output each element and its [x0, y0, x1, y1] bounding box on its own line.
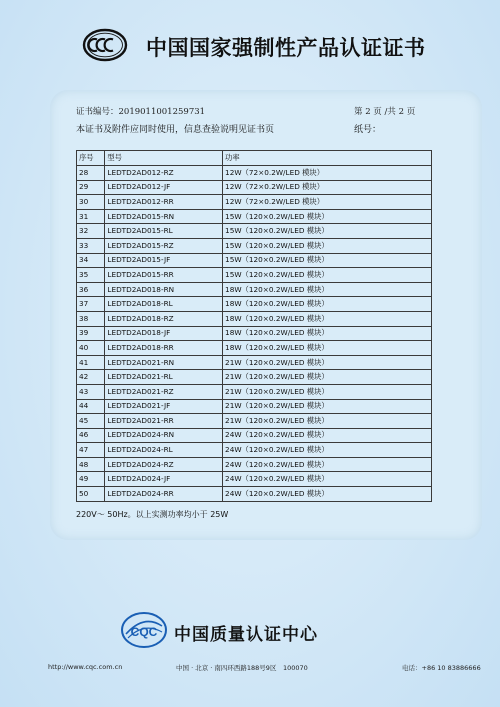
table-row [77, 487, 432, 502]
cell-serial-no: 47 [77, 443, 105, 458]
cell-serial-no: 30 [77, 195, 105, 210]
cell-power: 21W（120×0.2W/LED 模块） [223, 384, 432, 399]
table-row [77, 268, 432, 283]
cell-model: LEDTD2AD024-RZ [105, 457, 223, 472]
table-row [77, 428, 432, 443]
page-indicator: 第 2 页 /共 2 页 [354, 107, 416, 117]
cell-power: 21W（120×0.2W/LED 模块） [223, 370, 432, 385]
footer-phone: 电话：+86 10 83886666 [402, 664, 481, 672]
table-row [77, 253, 432, 268]
cell-model: LEDTD2AD021-RZ [105, 384, 223, 399]
cell-power: 18W（120×0.2W/LED 模块） [223, 282, 432, 297]
cell-serial-no: 39 [77, 326, 105, 341]
table-row [77, 457, 432, 472]
certificate-title: 中国国家强制性产品认证证书 [146, 36, 426, 60]
table-row [77, 370, 432, 385]
cell-serial-no: 41 [77, 355, 105, 370]
table-row [77, 224, 432, 239]
footer-address: 中国 · 北京 · 南四环西路188号9区 100070 [176, 664, 308, 672]
cell-power: 18W（120×0.2W/LED 模块） [223, 297, 432, 312]
table-row [77, 166, 432, 181]
cell-serial-no: 38 [77, 311, 105, 326]
cell-model: LEDTD2AD021-RL [105, 370, 223, 385]
cell-serial-no: 50 [77, 487, 105, 502]
cell-power: 15W（120×0.2W/LED 模块） [223, 268, 432, 283]
cell-model: LEDTD2AD021-RR [105, 414, 223, 429]
cell-serial-no: 42 [77, 370, 105, 385]
cell-power: 15W（120×0.2W/LED 模块） [223, 238, 432, 253]
cell-power: 24W（120×0.2W/LED 模块） [223, 457, 432, 472]
table-row [77, 355, 432, 370]
cell-serial-no: 40 [77, 341, 105, 356]
cell-serial-no: 45 [77, 414, 105, 429]
table-row [77, 311, 432, 326]
cell-power: 24W（120×0.2W/LED 模块） [223, 428, 432, 443]
table-row [77, 341, 432, 356]
cell-power: 21W（120×0.2W/LED 模块） [223, 355, 432, 370]
cell-power: 15W（120×0.2W/LED 模块） [223, 209, 432, 224]
table-note: 220V～ 50Hz。以上实测功率均小于 25W [76, 510, 229, 519]
table-row [77, 297, 432, 312]
cell-power: 21W（120×0.2W/LED 模块） [223, 414, 432, 429]
cell-model: LEDTD2AD012-RR [105, 195, 223, 210]
header-model: 型号 [105, 151, 223, 166]
cell-model: LEDTD2AD018-JF [105, 326, 223, 341]
table-row [77, 180, 432, 195]
cell-model: LEDTD2AD012-RZ [105, 166, 223, 181]
table-row [77, 282, 432, 297]
ccc-logo-icon [82, 28, 128, 62]
cell-serial-no: 29 [77, 180, 105, 195]
cell-power: 18W（120×0.2W/LED 模块） [223, 341, 432, 356]
cell-model: LEDTD2AD015-JF [105, 253, 223, 268]
cqc-logo-text: CQC [130, 625, 158, 639]
cell-serial-no: 44 [77, 399, 105, 414]
cell-serial-no: 36 [77, 282, 105, 297]
table-row [77, 209, 432, 224]
paper-number-label: 纸号： [354, 125, 382, 135]
cqc-logo-icon [120, 610, 168, 650]
cell-model: LEDTD2AD015-RL [105, 224, 223, 239]
cell-power: 21W（120×0.2W/LED 模块） [223, 399, 432, 414]
cell-model: LEDTD2AD024-RL [105, 443, 223, 458]
cell-model: LEDTD2AD024-RR [105, 487, 223, 502]
cell-model: LEDTD2AD015-RN [105, 209, 223, 224]
cell-serial-no: 46 [77, 428, 105, 443]
issuing-center-name: 中国质量认证中心 [174, 625, 318, 645]
certificate-number-value: 2019011001259731 [118, 107, 206, 117]
cell-model: LEDTD2AD015-RR [105, 268, 223, 283]
cell-serial-no: 35 [77, 268, 105, 283]
table-header-row [77, 151, 432, 166]
cell-power: 24W（120×0.2W/LED 模块） [223, 472, 432, 487]
table-body [77, 166, 432, 502]
cell-serial-no: 48 [77, 457, 105, 472]
cell-power: 24W（120×0.2W/LED 模块） [223, 487, 432, 502]
cell-model: LEDTD2AD021-JF [105, 399, 223, 414]
table-row [77, 238, 432, 253]
cell-model: LEDTD2AD024-RN [105, 428, 223, 443]
table-row [77, 472, 432, 487]
header-serial-no: 序号 [77, 151, 105, 166]
cell-serial-no: 49 [77, 472, 105, 487]
cell-model: LEDTD2AD021-RN [105, 355, 223, 370]
footer-website: http://www.cqc.com.cn [48, 663, 123, 671]
table-row [77, 326, 432, 341]
certificate-number-label: 证书编号： [76, 107, 119, 117]
table-row [77, 384, 432, 399]
product-table [76, 150, 432, 502]
cell-power: 12W（72×0.2W/LED 模块） [223, 166, 432, 181]
cell-model: LEDTD2AD018-RL [105, 297, 223, 312]
cell-power: 12W（72×0.2W/LED 模块） [223, 180, 432, 195]
cell-model: LEDTD2AD024-JF [105, 472, 223, 487]
cell-model: LEDTD2AD015-RZ [105, 238, 223, 253]
usage-notice: 本证书及附件应同时使用，信息查验说明见证书页 [76, 125, 275, 135]
cell-serial-no: 37 [77, 297, 105, 312]
cell-serial-no: 34 [77, 253, 105, 268]
cell-power: 12W（72×0.2W/LED 模块） [223, 195, 432, 210]
cell-power: 18W（120×0.2W/LED 模块） [223, 311, 432, 326]
cell-power: 18W（120×0.2W/LED 模块） [223, 326, 432, 341]
cell-power: 24W（120×0.2W/LED 模块） [223, 443, 432, 458]
cell-serial-no: 33 [77, 238, 105, 253]
cell-power: 15W（120×0.2W/LED 模块） [223, 224, 432, 239]
cell-model: LEDTD2AD018-RZ [105, 311, 223, 326]
cell-model: LEDTD2AD018-RR [105, 341, 223, 356]
header-power: 功率 [223, 151, 432, 166]
table-row [77, 399, 432, 414]
table-row [77, 414, 432, 429]
table-row [77, 195, 432, 210]
cell-serial-no: 28 [77, 166, 105, 181]
cell-serial-no: 32 [77, 224, 105, 239]
cell-serial-no: 43 [77, 384, 105, 399]
cell-serial-no: 31 [77, 209, 105, 224]
cell-power: 15W（120×0.2W/LED 模块） [223, 253, 432, 268]
table-row [77, 443, 432, 458]
certificate-number [76, 105, 205, 117]
cell-model: LEDTD2AD012-JF [105, 180, 223, 195]
cell-model: LEDTD2AD018-RN [105, 282, 223, 297]
